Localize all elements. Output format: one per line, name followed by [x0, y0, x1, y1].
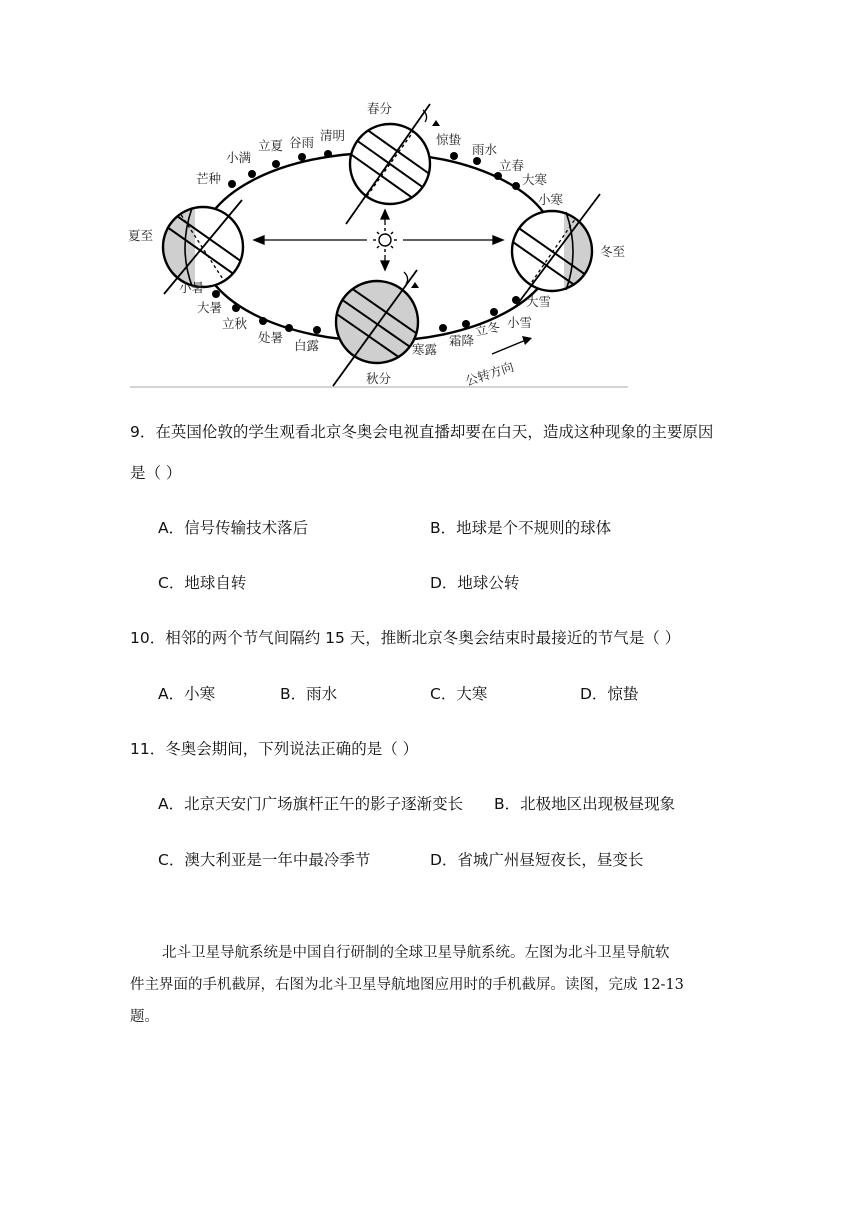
label-hanlu: 寒露 — [412, 342, 438, 357]
label-shuangjiang: 霜降 — [449, 333, 475, 348]
label-xiaoshu: 小暑 — [179, 280, 205, 295]
revolution-direction-arrow — [492, 336, 532, 354]
label-guyu: 谷雨 — [289, 135, 315, 150]
question-11-option-c[interactable]: C．澳大利亚是一年中最冷季节 — [158, 851, 371, 869]
passage-line-3: 题。 — [130, 1009, 159, 1025]
label-jingzhe: 惊蛰 — [436, 132, 462, 147]
label-lichun: 立春 — [499, 158, 525, 173]
passage-line-1: 北斗卫星导航系统是中国自行研制的全球卫星导航系统。左图为北斗卫星导航软 — [162, 945, 670, 961]
question-10-stem: 10．相邻的两个节气间隔约 15 天，推断北京冬奥会结束时最接近的节气是（ ） — [130, 629, 681, 647]
question-9-option-c[interactable]: C．地球自转 — [158, 574, 247, 592]
label-daxue: 大雪 — [526, 294, 552, 309]
label-dahan: 大寒 — [522, 172, 548, 187]
label-winter-solstice: 冬至 — [600, 244, 626, 259]
question-10-option-a[interactable]: A．小寒 — [158, 685, 216, 703]
revolution-direction-label: 公转方向 — [463, 358, 516, 389]
passage-line-2: 件主界面的手机截屏，右图为北斗卫星导航地图应用时的手机截屏。读图，完成 12-13 — [130, 977, 684, 993]
label-chushu: 处暑 — [258, 330, 284, 345]
label-xiaoman: 小满 — [226, 150, 252, 165]
label-spring-equinox: 春分 — [367, 101, 393, 116]
question-9-line1: 9．在英国伦敦的学生观看北京冬奥会电视直播却要在白天，造成这种现象的主要原因 — [130, 423, 714, 441]
question-9-line2: 是（ ） — [130, 464, 182, 482]
label-mangzhong: 芒种 — [196, 171, 222, 186]
sun-icon — [373, 228, 397, 252]
question-9-option-a[interactable]: A．信号传输技术落后 — [158, 519, 309, 537]
earth-autumn-equinox — [328, 270, 426, 386]
label-lidong: 立冬 — [473, 319, 502, 339]
question-11-option-a[interactable]: A．北京天安门广场旗杆正午的影子逐渐变长 — [158, 795, 464, 813]
label-dashu: 大暑 — [197, 300, 223, 315]
earth-orbit-solar-terms-diagram — [120, 92, 640, 392]
label-lixia: 立夏 — [258, 138, 284, 153]
label-bailu: 白露 — [294, 338, 320, 353]
question-9-option-d[interactable]: D．地球公转 — [430, 574, 520, 592]
question-11-option-d[interactable]: D．省城广州昼短夜长，昼变长 — [430, 851, 644, 869]
question-10-option-d[interactable]: D．惊蛰 — [580, 685, 639, 703]
label-xiaoxue: 小雪 — [507, 315, 533, 330]
label-summer-solstice: 夏至 — [128, 228, 154, 243]
earth-winter-solstice — [510, 194, 600, 306]
question-10-option-c[interactable]: C．大寒 — [430, 685, 488, 703]
question-11-stem: 11．冬奥会期间，下列说法正确的是（ ） — [130, 740, 419, 758]
question-11-option-b[interactable]: B．北极地区出现极昼现象 — [494, 795, 676, 813]
label-autumn-equinox: 秋分 — [366, 371, 392, 386]
label-xiaohan: 小寒 — [538, 192, 564, 207]
question-10-option-b[interactable]: B．雨水 — [280, 685, 338, 703]
question-9-option-b[interactable]: B．地球是个不规则的球体 — [430, 519, 612, 537]
label-qingming: 清明 — [320, 128, 346, 143]
earth-spring-equinox — [342, 104, 440, 224]
label-liqiu: 立秋 — [222, 316, 248, 331]
label-yushui: 雨水 — [472, 142, 498, 157]
